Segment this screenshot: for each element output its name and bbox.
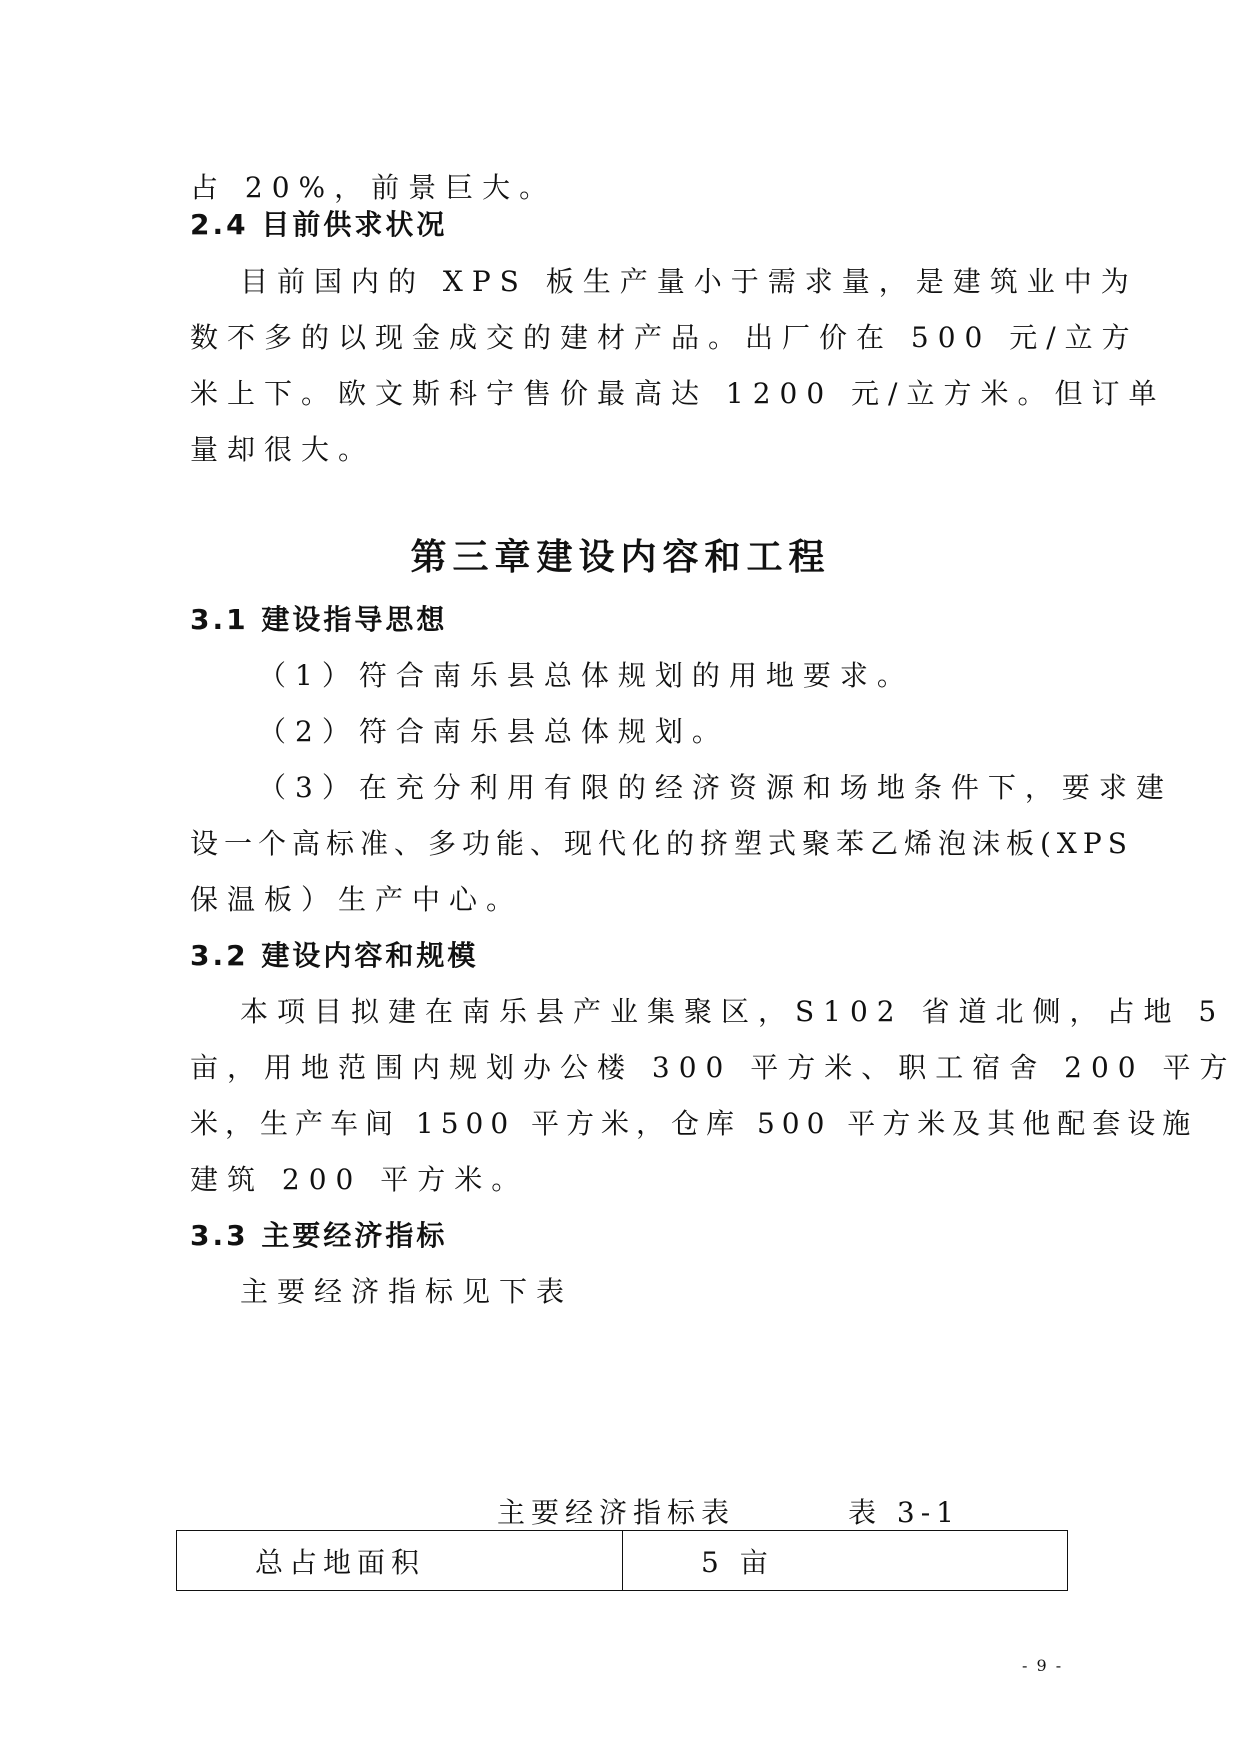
paragraph-line: 亩，用地范围内规划办公楼 300 平方米、职工宿舍 200 平方 [190, 1051, 1237, 1084]
list-item: （1）符合南乐县总体规划的用地要求。 [258, 659, 914, 692]
paragraph-line: 米上下。欧文斯科宁售价最高达 1200 元/立方米。但订单 [190, 377, 1166, 410]
paragraph-line: 保温板）生产中心。 [190, 883, 524, 916]
paragraph-line: 目前国内的 XPS 板生产量小于需求量，是建筑业中为 [240, 265, 1138, 298]
section-heading-2-4: 2.4 目前供求状况 [190, 208, 448, 241]
paragraph-line: 数不多的以现金成交的建材产品。出厂价在 500 元/立方 [190, 321, 1139, 354]
paragraph-line: 占 20%，前景巨大。 [190, 171, 557, 204]
section-heading-3-1: 3.1 建设指导思想 [190, 603, 448, 636]
table-title: 主要经济指标表 [497, 1496, 736, 1529]
table-cell-label: 总占地面积 [177, 1531, 623, 1591]
page-number: - 9 - [1022, 1656, 1064, 1675]
table-number: 表 3-1 [848, 1496, 960, 1529]
paragraph-line: 本项目拟建在南乐县产业集聚区，S102 省道北侧，占地 5 [240, 995, 1226, 1028]
chapter-title: 第三章建设内容和工程 [410, 537, 831, 578]
economic-indicators-table [176, 1530, 1068, 1591]
list-item: （2）符合南乐县总体规划。 [258, 715, 729, 748]
paragraph-line: 量却很大。 [190, 433, 376, 466]
paragraph-line: 设一个高标准、多功能、现代化的挤塑式聚苯乙烯泡沫板(XPS [190, 827, 1133, 860]
table-row [177, 1531, 1068, 1591]
table-cell-value: 5 亩 [623, 1531, 1068, 1591]
section-heading-3-3: 3.3 主要经济指标 [190, 1219, 448, 1252]
paragraph-line: 建筑 200 平方米。 [190, 1163, 529, 1196]
section-heading-3-2: 3.2 建设内容和规模 [190, 939, 479, 972]
list-item: （3）在充分利用有限的经济资源和场地条件下，要求建 [258, 771, 1173, 804]
paragraph-line: 米，生产车间 1500 平方米，仓库 500 平方米及其他配套设施 [190, 1107, 1198, 1140]
paragraph-line: 主要经济指标见下表 [240, 1275, 574, 1308]
